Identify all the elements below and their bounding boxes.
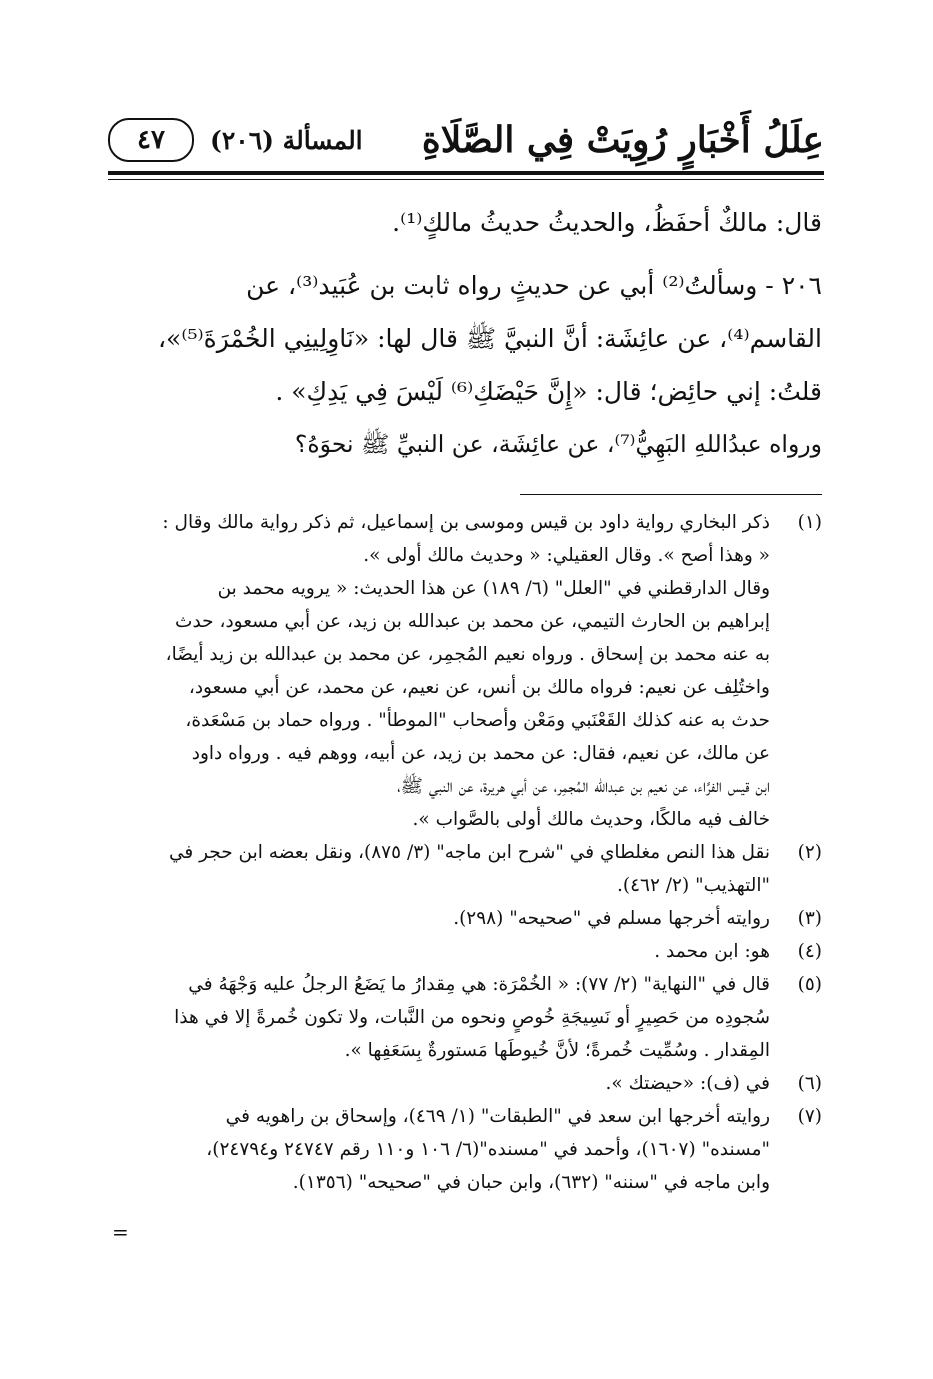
footnote	[110, 506, 822, 836]
footnote-number: (٣)	[797, 908, 822, 929]
question-line-2: القاسم⁽⁴⁾، عن عائِشَة: أنَّ النبيَّ ﷺ قال لها: «نَاوِلِينِي الخُمْرَةَ⁽⁵⁾»،	[157, 324, 822, 353]
footnote-body	[110, 506, 770, 836]
issue-label: المسألة (٢٠٦)	[210, 125, 363, 155]
footnote-line: "مسنده" (١٦٠٧)، وأحمد في "مسنده"(٦/ ١٠٦ و١١٠ رقم ٢٤٧٤٧ و٢٤٧٩٤)،	[206, 1139, 770, 1160]
footnote-line: حدث به عنه كذلك القَعْنَبي ومَعْن وأصحاب "الموطأ" . ورواه حماد بن مَسْعَدة،	[185, 710, 770, 731]
footnote-line: روايته أخرجها مسلم في "صحيحه" (٢٩٨).	[453, 908, 770, 929]
footnote	[110, 902, 822, 935]
footnote-body	[110, 935, 770, 968]
footnotes	[110, 506, 822, 1199]
header-issue-group	[108, 118, 363, 162]
footnote-line: « وهذا أصح ». وقال العقيلي: « وحديث مالك أولى ».	[363, 545, 770, 566]
footnote-line: روايته أخرجها ابن سعد في "الطبقات" (١/ ٤٦٩)، وإسحاق بن راهويه في	[225, 1106, 770, 1127]
question-line-1: ٢٠٦ - وسألتُ⁽²⁾ أبي عن حديثٍ رواه ثابت بن عُبَيد⁽³⁾، عن	[246, 271, 822, 300]
footnote-number: (٧)	[797, 1106, 822, 1127]
footnote-body	[110, 1100, 770, 1199]
running-header	[108, 112, 824, 168]
footnote	[110, 1067, 822, 1100]
continuation-mark: =	[112, 1220, 129, 1244]
footnote-line: سُجودِه من حَصِيرٍ أو نَسِيجَةِ خُوصٍ ونحوه من النَّبات، ولا تكون خُمرةً إلا في هذا	[174, 1007, 770, 1028]
footnote-body	[110, 902, 770, 935]
footnote-body	[110, 1067, 770, 1100]
footnote-line: في (ف): «حيضتك ».	[605, 1073, 770, 1094]
footnote	[110, 1100, 822, 1199]
footnote	[110, 836, 822, 902]
question-line-3: قلتُ: إني حائِض؛ قال: «إِنَّ حَيْضَكِ⁽⁶⁾ لَيْسَ فِي يَدِكِ» .	[275, 377, 822, 406]
main-line-1: قال: مالكٌ أحفَظُ، والحديثُ حديثُ مالكٍ⁽¹⁾.	[392, 208, 822, 237]
footnote-line: وابن ماجه في "سننه" (٦٣٢)، وابن حبان في "صحيحه" (١٣٥٦).	[292, 1172, 770, 1193]
footnote-line: به عنه محمد بن إسحاق . ورواه نعيم المُجمِر، عن محمد بن عبدالله بن زيد أيضًا،	[165, 644, 770, 665]
main-text	[110, 196, 822, 471]
footnote-body	[110, 836, 770, 902]
footnote-line: ذكر البخاري رواية داود بن قيس وموسى بن إسماعيل، ثم ذكر رواية مالك وقال :	[162, 512, 770, 533]
question-line-4: ورواه عبدُاللهِ البَهِيُّ⁽⁷⁾، عن عائِشَة، عن النبيِّ ﷺ نحوَهُ؟	[294, 430, 822, 458]
footnote-line: وقال الدارقطني في "العلل" (٦/ ١٨٩) عن هذا الحديث: « يرويه محمد بن	[217, 578, 770, 599]
footnote-number: (٢)	[797, 842, 822, 863]
footnote-line: "التهذيب" (٢/ ٤٦٢).	[616, 875, 770, 896]
footnote-body	[110, 968, 770, 1067]
footnote-line: ابن قيس الفرَّاء، عن نعيم بن عبدالله المُجمِر، عن أبي هريرة، عن النبي ﷺ،	[397, 776, 770, 797]
footnote-separator	[520, 494, 822, 495]
footnote-line: خالف فيه مالكًا، وحديث مالك أولى بالصَّواب ».	[412, 809, 770, 830]
footnote-line: عن مالك، عن نعيم، فقال: عن محمد بن زيد، عن أبيه، ووهم فيه . ورواه داود	[191, 743, 770, 764]
footnote-line: نقل هذا النص مغلطاي في "شرح ابن ماجه" (٣/ ٨٧٥)، ونقل بعضه ابن حجر في	[168, 842, 770, 863]
footnote-number: (٤)	[797, 941, 822, 962]
book-title: عِلَلُ أَخْبَارٍ رُوِيَتْ فِي الصَّلَاةِ	[421, 119, 824, 161]
footnote-line: هو: ابن محمد .	[654, 941, 770, 962]
footnote-line: إبراهيم بن الحارث التيمي، عن محمد بن عبدالله بن زيد، عن أبي مسعود، حدث	[175, 611, 770, 632]
footnote-number: (١)	[797, 512, 822, 533]
page-number-badge	[108, 118, 194, 162]
footnote-number: (٥)	[797, 974, 822, 995]
footnote-line: واختُلِف عن نعيم: فرواه مالك بن أنس، عن نعيم، عن محمد، عن أبي مسعود،	[188, 677, 770, 698]
header-rule-thick	[108, 171, 824, 175]
footnote-number: (٦)	[797, 1073, 822, 1094]
footnote-line: المِقدار . وسُمِّيت خُمرةً؛ لأنَّ خُيوطَها مَستورةٌ بِسَعَفِها ».	[344, 1040, 770, 1061]
footnote	[110, 935, 822, 968]
footnote-line: قال في "النهاية" (٢/ ٧٧): « الخُمْرَة: هي مِقدارُ ما يَضَعُ الرجلُ عليه وَجْهَهُ في	[188, 974, 770, 995]
header-rule-thin	[108, 179, 824, 180]
page-number: ٤٧	[137, 125, 165, 155]
footnote	[110, 968, 822, 1067]
